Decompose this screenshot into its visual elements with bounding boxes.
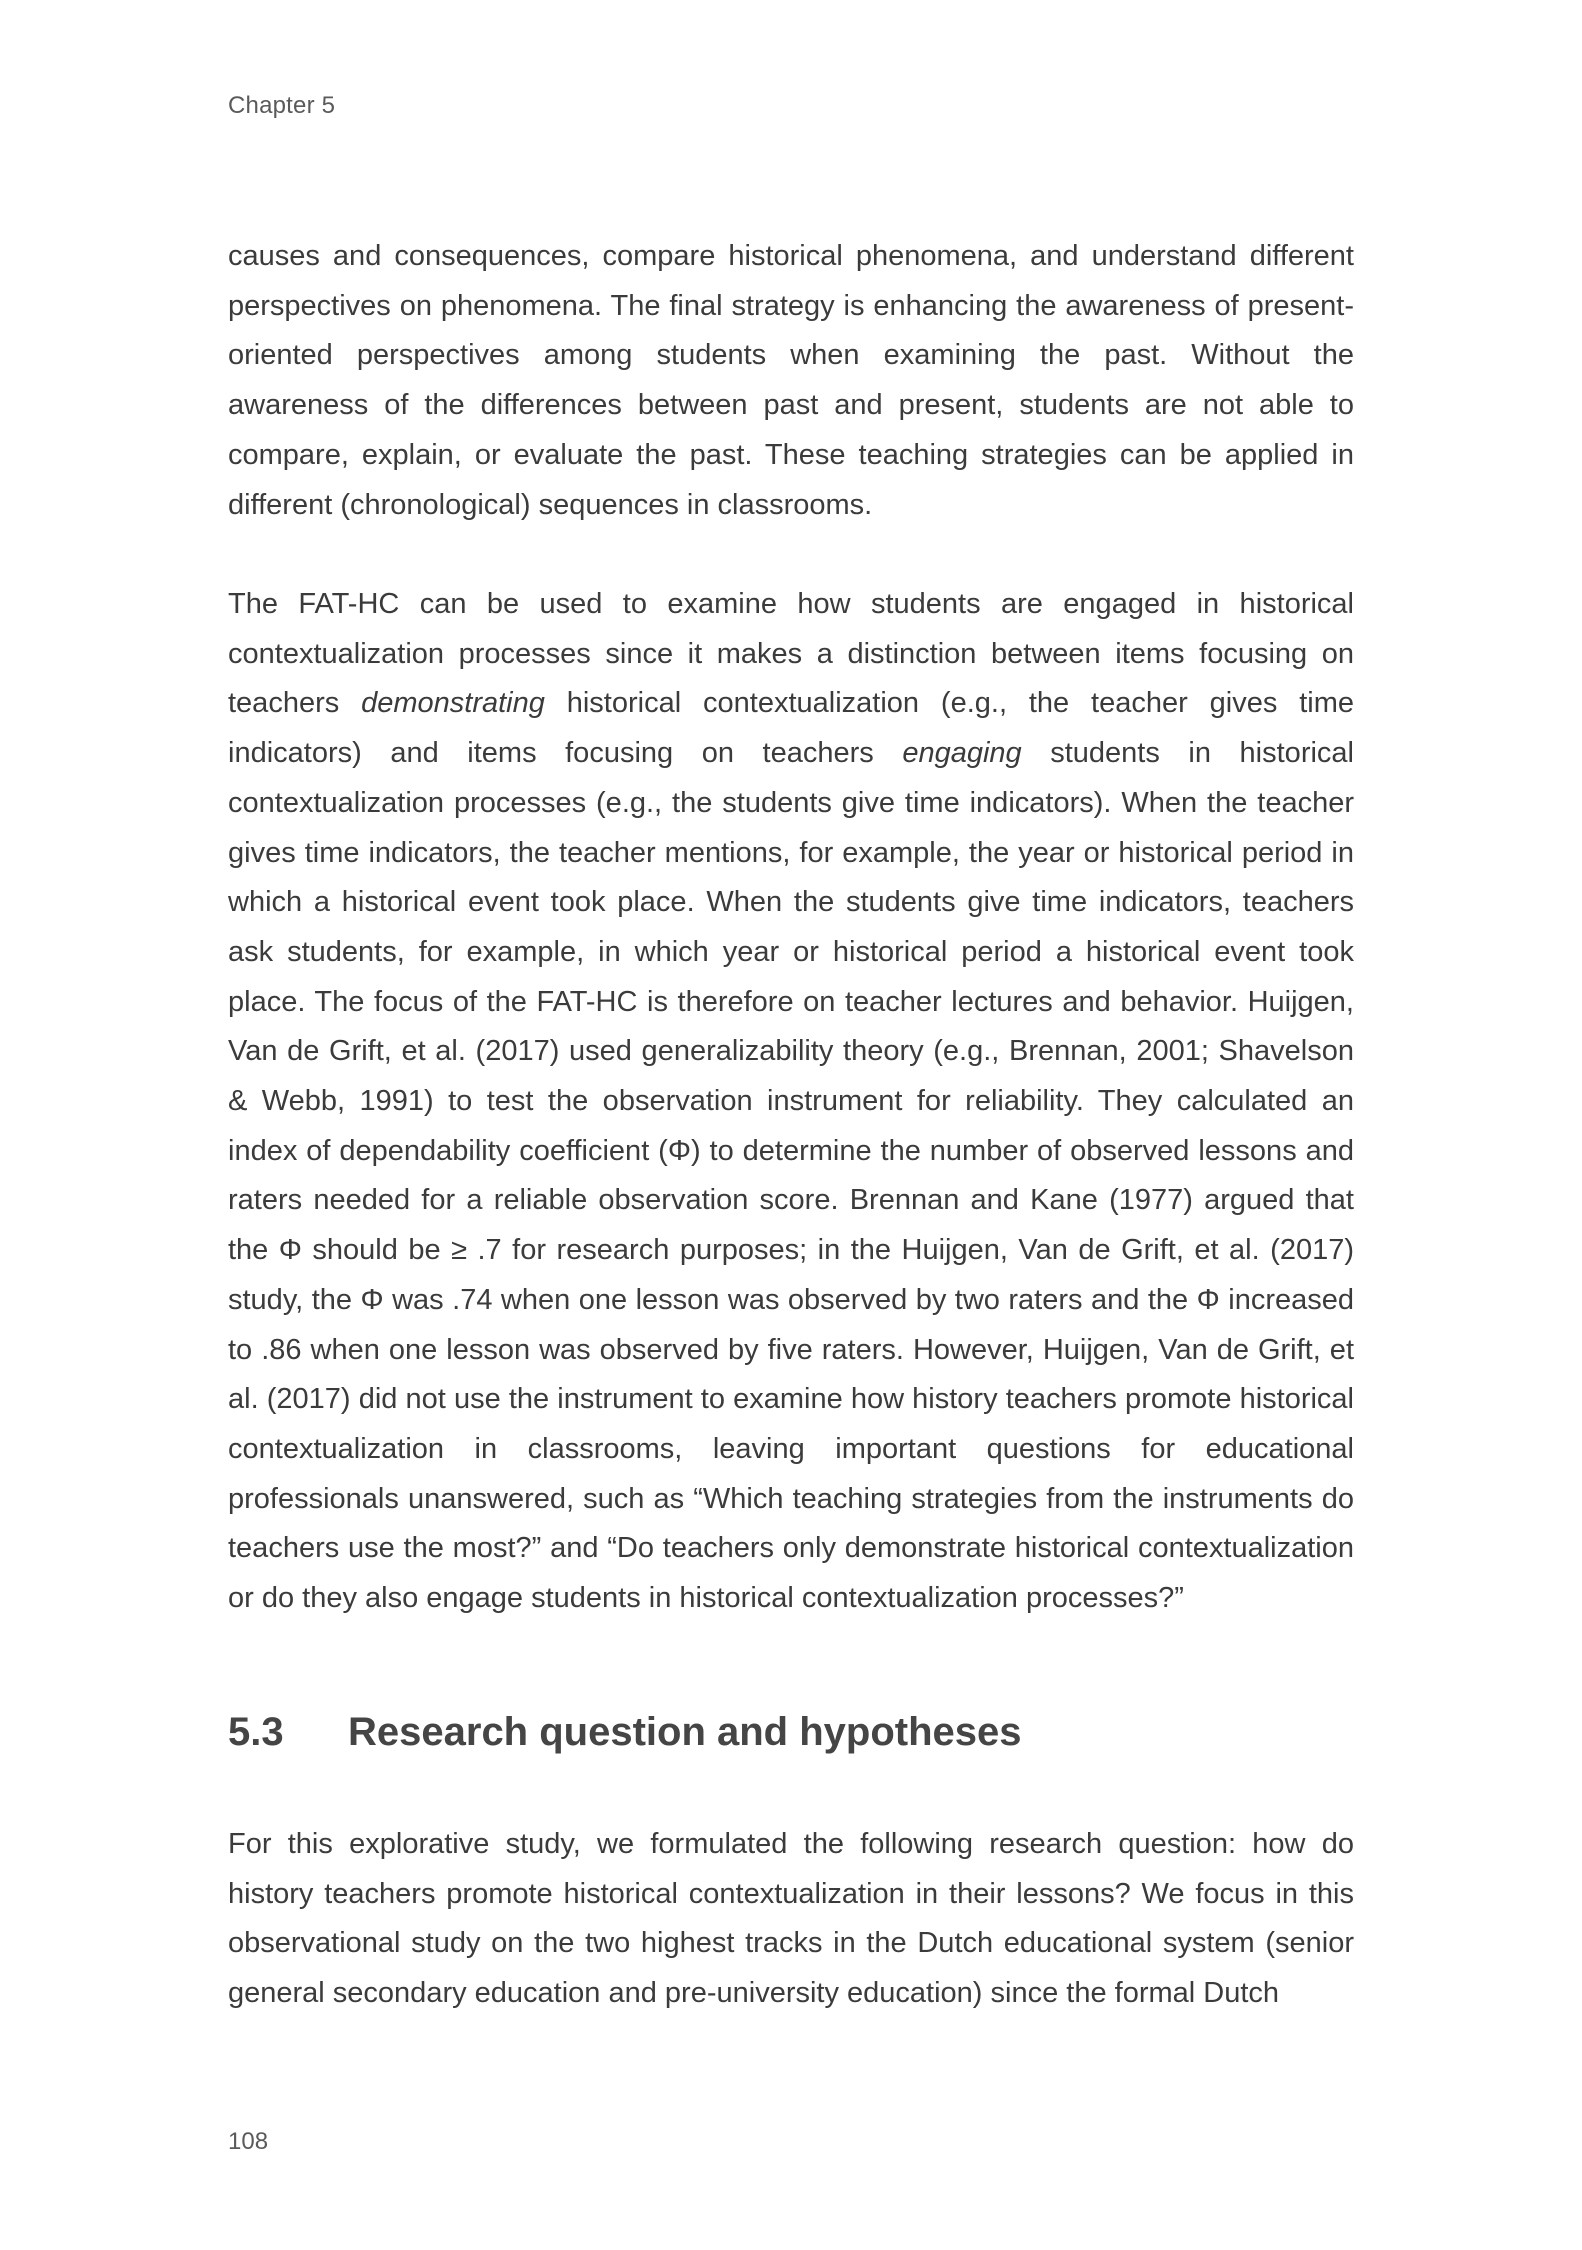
paragraph-2-text-c: students in historical contextualization processes (e.g., the students give time indicators). When the teacher gives time indicators, the teacher mentions, for example, the year or historical period in which a historical event took place. When the students give time indicators, teachers ask students, for example, in which year or historical period a historical event took place. The focus of the FAT-HC is therefore on teacher lectures and behavior. Huijgen, Van de Grift, et al. (2017) used generalizability theory (e.g., Brennan, 2001; Shavelson & Webb, 1991) to test the observation instrument for reliability. They calculated an index of dependability coefficient (Φ) to determine the number of observed lessons and raters needed for a reliable observation score. Brennan and Kane (1977) argued that the Φ should be ≥ .7 for research purposes; in the Huijgen, Van de Grift, et al. (2017) study, the Φ was .74 when one lesson was observed by two raters and the Φ increased to .86 when one lesson was observed by five raters. However, Huijgen, Van de Grift, et al. (2017) did not use the instrument to examine how history teachers promote historical contextualization in classrooms, leaving important questions for educational professionals unanswered, such as “Which teaching strategies from the instruments do teachers use the most?” and “Do teachers only demonstrate historical contextualization or do they also engage students in historical contextualization processes?” <box>228 737 1354 1615</box>
emphasis-demonstrating: demonstrating <box>361 687 545 720</box>
section-heading <box>228 1710 1354 1755</box>
paragraph-2-text-b: historical contextualization (e.g., the teacher gives time indicators) and items focusing on teachers <box>228 687 1354 770</box>
emphasis-engaging: engaging <box>902 737 1022 770</box>
paragraph-1: causes and consequences, compare historical phenomena, and understand different perspectives on phenomena. The final strategy is enhancing the awareness of present-oriented perspectives among students when examining the past. Without the awareness of the differences between past and present, students are not able to compare, explain, or evaluate the past. These teaching strategies can be applied in different (chronological) sequences in classrooms. <box>228 240 1354 521</box>
paragraph-2-text-a: The FAT-HC can be used to examine how students are engaged in historical contextualization processes since it makes a distinction between items focusing on teachers <box>228 588 1354 720</box>
section-title: Research question and hypotheses <box>348 1710 1022 1754</box>
paragraph-3: For this explorative study, we formulated the following research question: how do history teachers promote historical contextualization in their lessons? We focus in this observational study on the two highest tracks in the Dutch educational system (senior general secondary education and pre-university education) since the formal Dutch <box>228 1828 1354 2010</box>
paragraph-2 <box>228 580 1354 1624</box>
section-number: 5.3 <box>228 1710 284 1754</box>
running-head: Chapter 5 <box>228 92 336 119</box>
page-number: 108 <box>228 2128 269 2155</box>
